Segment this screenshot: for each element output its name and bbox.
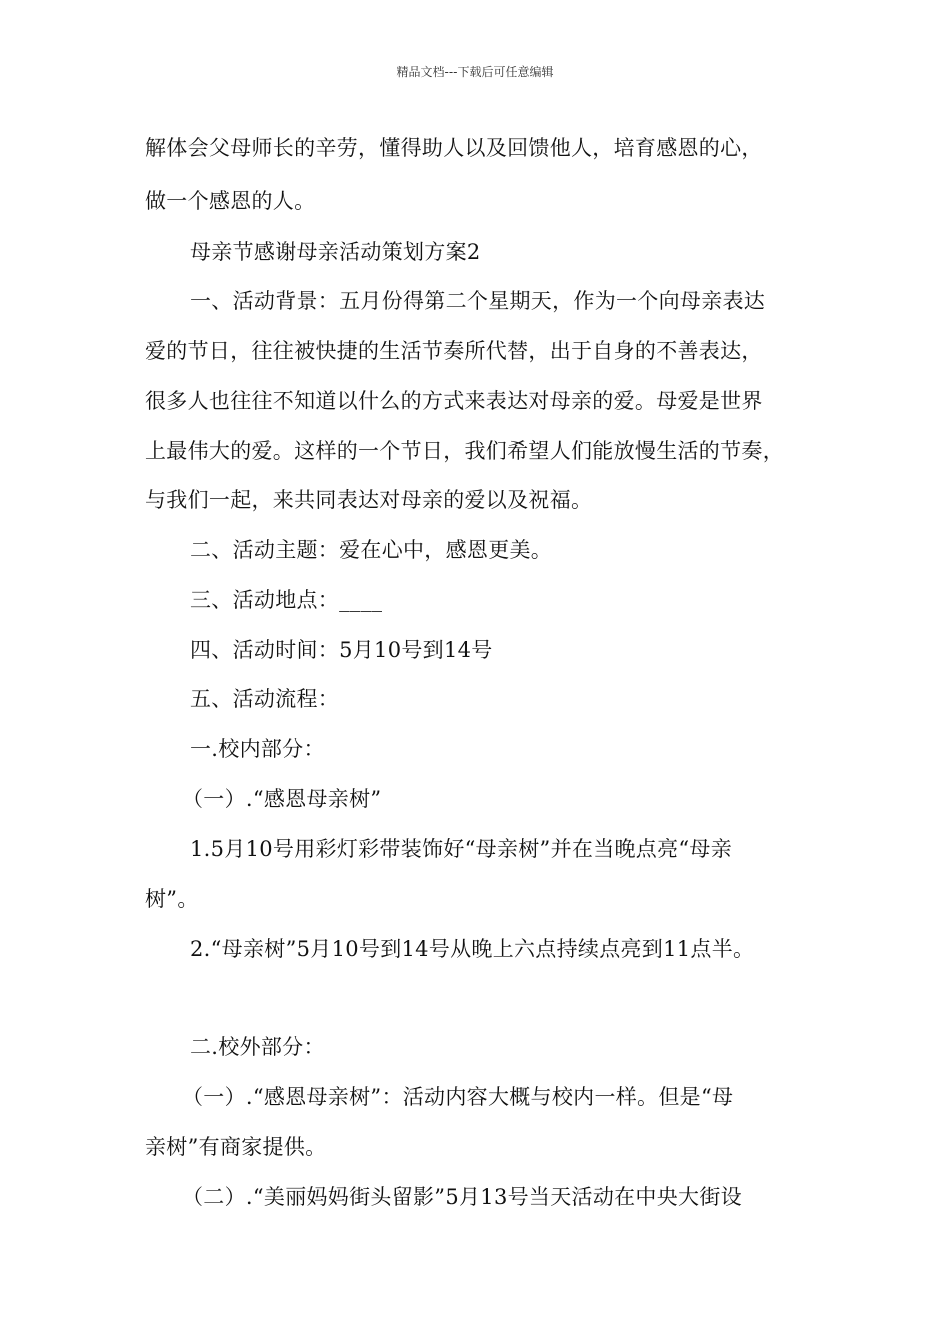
paragraph-line: （一）.“感恩母亲树”：活动内容大概与校内一样。但是“母 [182,1085,734,1109]
paragraph-line: 与我们一起，来共同表达对母亲的爱以及祝福。 [145,488,593,512]
page-header: 精品文档---下载后可任意编辑 [396,65,554,79]
paragraph-line: 2.“母亲树”5月10号到14号从晚上六点持续点亮到11点半。 [190,937,755,961]
paragraph-line: 爱的节日，往往被快捷的生活节奏所代替，出于自身的不善表达， [145,339,763,363]
paragraph-line: 四、活动时间：5月10号到14号 [190,638,493,662]
section-title: 母亲节感谢母亲活动策划方案2 [190,240,481,264]
paragraph-line: 树”。 [145,887,199,911]
paragraph-line: （一）.“感恩母亲树” [182,787,382,811]
paragraph-line: 五、活动流程： [190,687,340,711]
paragraph-line: 亲树”有商家提供。 [145,1135,327,1159]
paragraph-line: 1.5月10号用彩灯彩带装饰好“母亲树”并在当晚点亮“母亲 [190,837,733,861]
paragraph-line: 做一个感恩的人。 [145,189,316,213]
paragraph-line: 二.校外部分： [190,1035,325,1059]
paragraph-line: 一.校内部分： [190,737,325,761]
paragraph-line: 解体会父母师长的辛劳，懂得助人以及回馈他人，培育感恩的心， [145,136,763,160]
paragraph-line: 很多人也往往不知道以什么的方式来表达对母亲的爱。母爱是世界 [145,389,763,413]
paragraph-line: 一、活动背景：五月份得第二个星期天，作为一个向母亲表达 [190,289,766,313]
paragraph-line: 上最伟大的爱。这样的一个节日，我们希望人们能放慢生活的节奏， [145,439,784,463]
paragraph-line: （二）.“美丽妈妈街头留影”5月13号当天活动在中央大街设 [182,1185,742,1209]
paragraph-line: 二、活动主题：爱在心中，感恩更美。 [190,538,553,562]
paragraph-line: 三、活动地点：____ [190,588,383,612]
